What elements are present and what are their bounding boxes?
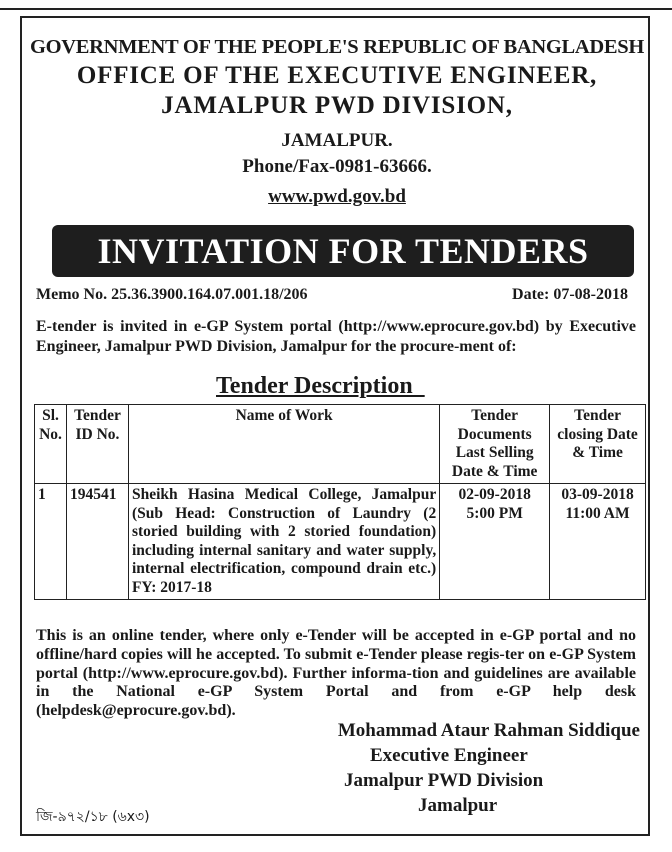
online-tender-note: This is an online tender, where only e-Tender will be accepted in e-GP portal and no offline/hard copies will he accepted. To submit e-Tender please regis-ter on e-GP System portal (http://www.eprocure.gov.bd). Further informa-tion and guidelines are available in the National e-GP System Portal and from e-GP help desk (helpdesk@eprocure.gov.bd). <box>36 627 636 720</box>
header-closing: Tender closing Date & Time <box>550 405 646 484</box>
table-row <box>35 484 646 600</box>
memo-number: Memo No. 25.36.3900.164.07.001.18/206 <box>36 286 308 303</box>
signatory-name: Mohammad Ataur Rahman Siddique <box>337 720 640 741</box>
city-heading: JAMALPUR. <box>281 130 393 151</box>
intro-paragraph: E-tender is invited in e-GP System portal (http://www.eprocure.gov.bd) by Executive Engineer, Jamalpur PWD Division, Jamalpur for the procure-ment of: <box>36 318 636 355</box>
signatory-division: Jamalpur PWD Division <box>344 770 544 791</box>
signatory-city: Jamalpur <box>418 795 498 816</box>
header-sl-no: Sl. No. <box>35 405 67 484</box>
invitation-banner: INVITATION FOR TENDERS <box>52 225 634 277</box>
website-link[interactable]: www.pwd.gov.bd <box>268 186 406 207</box>
cell-tender-id: 194541 <box>66 484 128 600</box>
closing-date: 03-09-2018 <box>561 486 634 503</box>
table-header-row <box>35 405 646 484</box>
phone-fax: Phone/Fax-0981-63666. <box>242 156 432 177</box>
top-rule <box>0 0 672 10</box>
publication-code: জি-৯৭২/১৮ (৬x৩) <box>36 809 150 825</box>
tender-notice <box>20 16 650 836</box>
division-heading: JAMALPUR PWD DIVISION, <box>161 92 513 119</box>
cell-name-of-work: Sheikh Hasina Medical College, Jamalpur (Sub Head: Construction of Laundry (2 storied building with 2 storied foundation) including internal sanitary and water supply, internal electrification, compound drain etc.) FY: 2017-18 <box>128 484 439 600</box>
cell-closing <box>550 484 646 600</box>
tender-description-title: Tender Description <box>216 373 425 399</box>
tender-table <box>34 404 646 600</box>
office-heading: OFFICE OF THE EXECUTIVE ENGINEER, <box>76 62 598 89</box>
header-name-of-work: Name of Work <box>128 405 439 484</box>
closing-time: 11:00 AM <box>565 504 630 522</box>
header-docs-last-selling: Tender Documents Last Selling Date & Time <box>440 405 550 484</box>
signatory-title: Executive Engineer <box>370 745 528 766</box>
cell-docs-last-selling <box>440 484 550 600</box>
government-heading: GOVERNMENT OF THE PEOPLE'S REPUBLIC OF BANGLADESH <box>29 36 645 58</box>
header-tender-id: Tender ID No. <box>66 405 128 484</box>
memo-date: Date: 07-08-2018 <box>512 286 628 303</box>
docs-time: 5:00 PM <box>466 504 523 522</box>
cell-sl-no: 1 <box>35 484 67 600</box>
docs-date: 02-09-2018 <box>458 486 531 503</box>
